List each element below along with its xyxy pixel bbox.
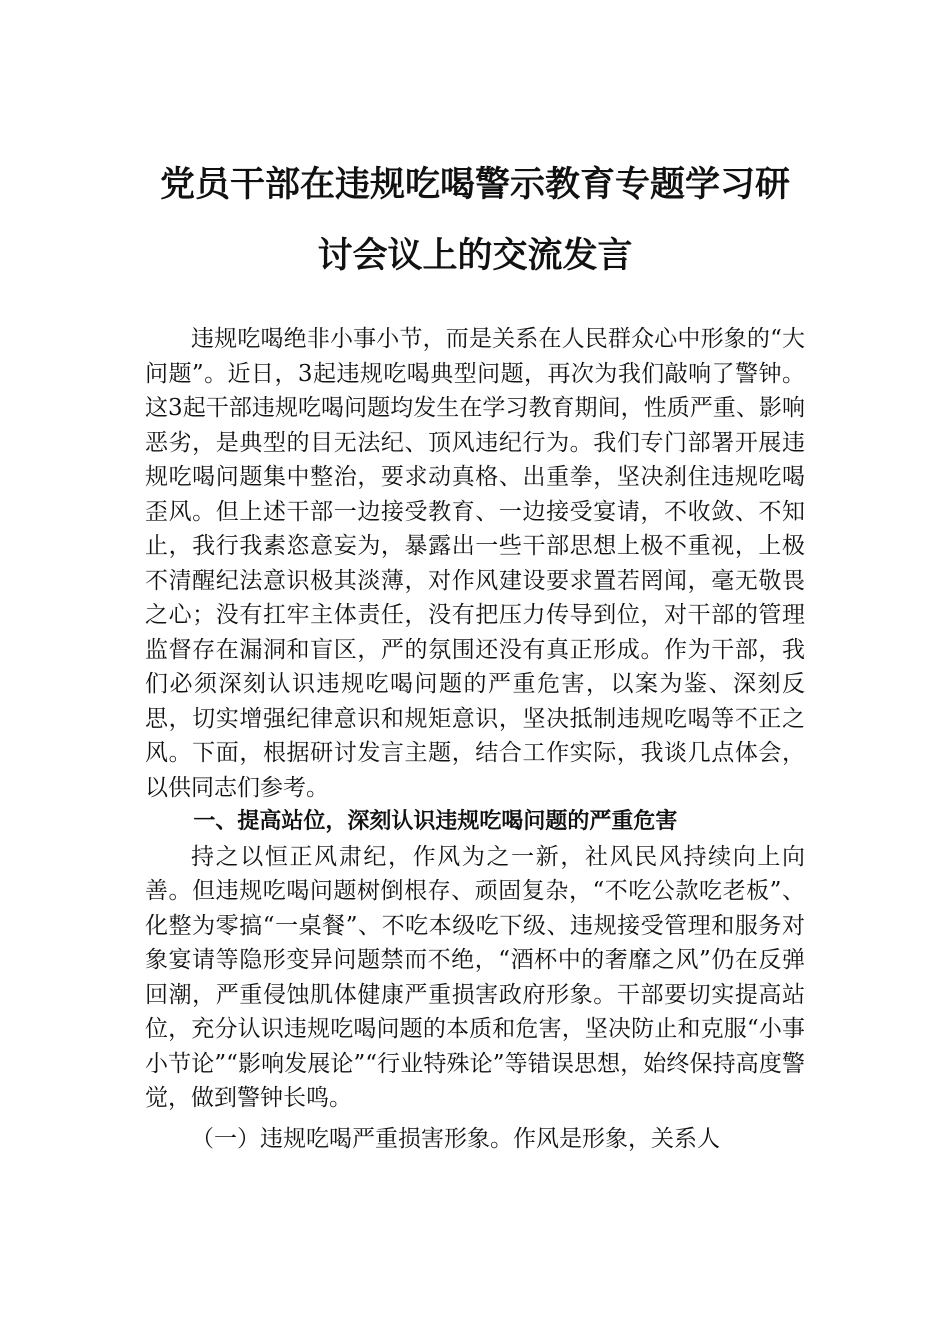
- section-heading-1: 一、提高站位，深刻认识违规吃喝问题的严重危害: [193, 809, 678, 834]
- section-1-paragraph: 持之以恒正风肃纪，作风为之一新，社风民风持续向上向善。但违规吃喝问题树倒根存、顽固复杂，“不吃公款吃老板”、化整为零搞“一桌餐”、不吃本级吃下级、违规接受管理和服务对象宴请等隐形变异问题禁而不绝，“酒杯中的奢靡之风”仍在反弹回潮，严重侵蚀肌体健康严重损害政府形象。干部要切实提高站位，充分认识违规吃喝问题的本质和危害，坚决防止和克服“小事小节论”“影响发展论”“行业特殊论”等错误思想，始终保持高度警觉，做到警钟长鸣。: [145, 843, 805, 1111]
- document-body: [145, 322, 805, 1156]
- document-title-line-2: 讨会议上的交流发言: [317, 235, 633, 276]
- subsection-1-paragraph: （一）违规吃喝严重损害形象。作风是形象，关系人: [191, 1125, 720, 1152]
- intro-paragraph: 违规吃喝绝非小事小节，而是关系在人民群众心中形象的“大问题”。近日，3起违规吃喝典型问题，再次为我们敲响了警钟。这3起干部违规吃喝问题均发生在学习教育期间，性质严重、影响恶劣，是典型的目无法纪、顶风违纪行为。我们专门部署开展违规吃喝问题集中整治，要求动真格、出重拳，坚决刹住违规吃喝歪风。但上述干部一边接受教育、一边接受宴请，不收敛、不知止，我行我素恣意妄为，暴露出一些干部思想上极不重视，上极不清醒纪法意识极其淡薄，对作风建设要求置若罔闻，毫无敬畏之心；没有扛牢主体责任，没有把压力传导到位，对干部的管理监督存在漏洞和盲区，严的氛围还没有真正形成。作为干部，我们必须深刻认识违规吃喝问题的严重危害，以案为鉴、深刻反思，切实增强纪律意识和规矩意识，坚决抵制违规吃喝等不正之风。下面，根据研讨发言主题，结合工作实际，我谈几点体会，以供同志们参考。: [145, 326, 805, 801]
- document-title-line-1: 党员干部在违规吃喝警示教育专题学习研: [159, 164, 790, 205]
